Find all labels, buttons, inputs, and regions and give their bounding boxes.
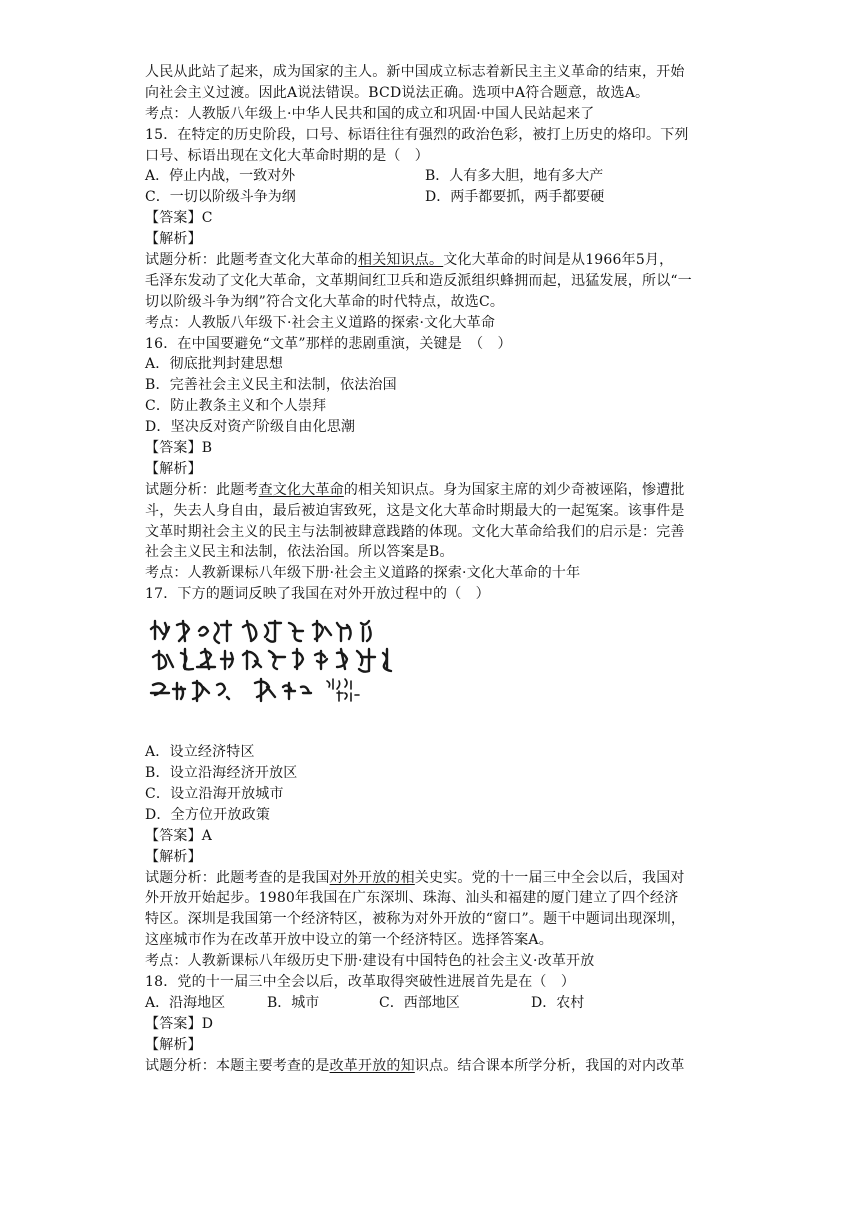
option-b: B．城市 — [267, 994, 320, 1011]
option-b: B．设立沿海经济开放区 — [145, 765, 298, 782]
option-c: C．设立沿海开放城市 — [145, 785, 284, 802]
analysis-text: 识点。结合课本所学分析，我国的对内改革 — [414, 1057, 685, 1074]
analysis-line — [145, 868, 725, 889]
answer-label: 【答案】A — [145, 827, 213, 844]
underlined-text: 相关知识点。 — [358, 252, 444, 269]
analysis-text: 的相关知识点。身为国家主席的刘少奇被诬陷，惨遭批 — [343, 481, 685, 498]
option-row — [145, 166, 725, 187]
kaodian-line: 考点：人教版八年级下·社会主义道路的探索·文化大革命 — [145, 314, 496, 331]
question-stem: 18．党的十一届三中全会以后，改革取得突破性进展首先是在（ ） — [145, 973, 576, 990]
analysis-line: 这座城市作为在改革开放中设立的第一个经济特区。选择答案A。 — [145, 932, 553, 949]
option-row — [145, 187, 725, 208]
analysis-text: 试题分析：此题考 — [145, 481, 259, 498]
analysis-text: 关史实。党的十一届三中全会以后，我国对 — [414, 869, 685, 886]
option-d: D．农村 — [531, 994, 585, 1011]
analysis-text: 文化大革命的时间是从1966年5月， — [443, 252, 674, 269]
kaodian-line: 考点：人教新课标八年级下册·社会主义道路的探索·文化大革命的十年 — [145, 565, 581, 582]
analysis-label: 【解析】 — [145, 460, 202, 477]
analysis-text: 试题分析：本题主要考查的是 — [145, 1057, 330, 1074]
answer-label: 【答案】C — [145, 210, 213, 227]
analysis-text: 试题分析：此题考查的是我国 — [145, 869, 330, 886]
document-page — [145, 62, 725, 1076]
analysis-line — [145, 480, 725, 501]
kaodian-line: 考点：人教版八年级上·中华人民共和国的成立和巩固·中国人民站起来了 — [145, 105, 595, 122]
analysis-line: 社会主义民主和法制，依法治国。所以答案是B。 — [145, 544, 454, 561]
calligraphy-inscription — [147, 617, 407, 717]
option-c: C．西部地区 — [379, 994, 460, 1011]
analysis-line: 文革时期社会主义的民主与法制被肆意践踏的体现。文化大革命给我们的启示是：完善 — [145, 523, 685, 540]
analysis-label: 【解析】 — [145, 1036, 202, 1053]
analysis-label: 【解析】 — [145, 848, 202, 865]
option-d: D．全方位开放政策 — [145, 806, 271, 823]
answer-label: 【答案】B — [145, 440, 213, 457]
option-b: B．人有多大胆，地有多大产 — [425, 168, 604, 185]
text-line: 人民从此站了起来，成为国家的主人。新中国成立标志着新民主主义革命的结束，开始 — [145, 64, 685, 80]
option-d: D．两手都要抓，两手都要硬 — [425, 189, 605, 206]
option-c: C．防止教条主义和个人崇拜 — [145, 398, 327, 415]
analysis-text: 试题分析：此题考查文化大革命的 — [145, 252, 358, 269]
option-row — [145, 993, 725, 1014]
question-stem: 17．下方的题词反映了我国在对外开放过程中的（ ） — [145, 586, 490, 603]
analysis-line: 斗，失去人身自由，最后被迫害致死，这是文化大革命时期最大的一起冤案。该事件是 — [145, 502, 685, 519]
answer-label: 【答案】D — [145, 1015, 214, 1032]
question-stem: 15．在特定的历史阶段，口号、标语往往有强烈的政治色彩，被打上历史的烙印。下列 — [145, 126, 689, 143]
underlined-text: 对外开放的相 — [329, 869, 415, 886]
question-stem: 16．在中国要避免“文革”那样的悲剧重演，关键是 （ ） — [145, 335, 512, 352]
text-line: 向社会主义过渡。因此A说法错误。BCD说法正确。选项中A符合题意，故选A。 — [145, 84, 650, 101]
analysis-line: 切以阶级斗争为纲”符合文化大革命的时代特点，故选C。 — [145, 293, 505, 310]
analysis-line: 外开放开始起步。1980年我国在广东深圳、珠海、汕头和福建的厦门建立了四个经济 — [145, 890, 679, 907]
analysis-line — [145, 250, 725, 271]
kaodian-line: 考点：人教新课标八年级历史下册·建设有中国特色的社会主义·改革开放 — [145, 953, 595, 970]
option-a: A．沿海地区 — [145, 994, 226, 1011]
option-a: A．停止内战，一致对外 — [145, 168, 296, 185]
analysis-line — [145, 1056, 725, 1077]
question-stem: 口号、标语出现在文化大革命时期的是（ ） — [145, 147, 429, 164]
analysis-line: 毛泽东发动了文化大革命，文革期间红卫兵和造反派组织蜂拥而起，迅猛发展，所以“一 — [145, 272, 692, 289]
underlined-text: 查文化大革命 — [258, 481, 344, 498]
analysis-label: 【解析】 — [145, 231, 202, 248]
analysis-line: 特区。深圳是我国第一个经济特区，被称为对外开放的“窗口”。题干中题词出现深圳， — [145, 911, 686, 928]
option-b: B．完善社会主义民主和法制，依法治国 — [145, 377, 397, 394]
calligraphy-image — [145, 605, 725, 742]
option-a: A．设立经济特区 — [145, 744, 255, 761]
option-a: A．彻底批判封建思想 — [145, 356, 284, 373]
option-d: D．坚决反对资产阶级自由化思潮 — [145, 419, 356, 436]
underlined-text: 改革开放的知 — [329, 1057, 415, 1074]
option-c: C．一切以阶级斗争为纲 — [145, 189, 296, 206]
